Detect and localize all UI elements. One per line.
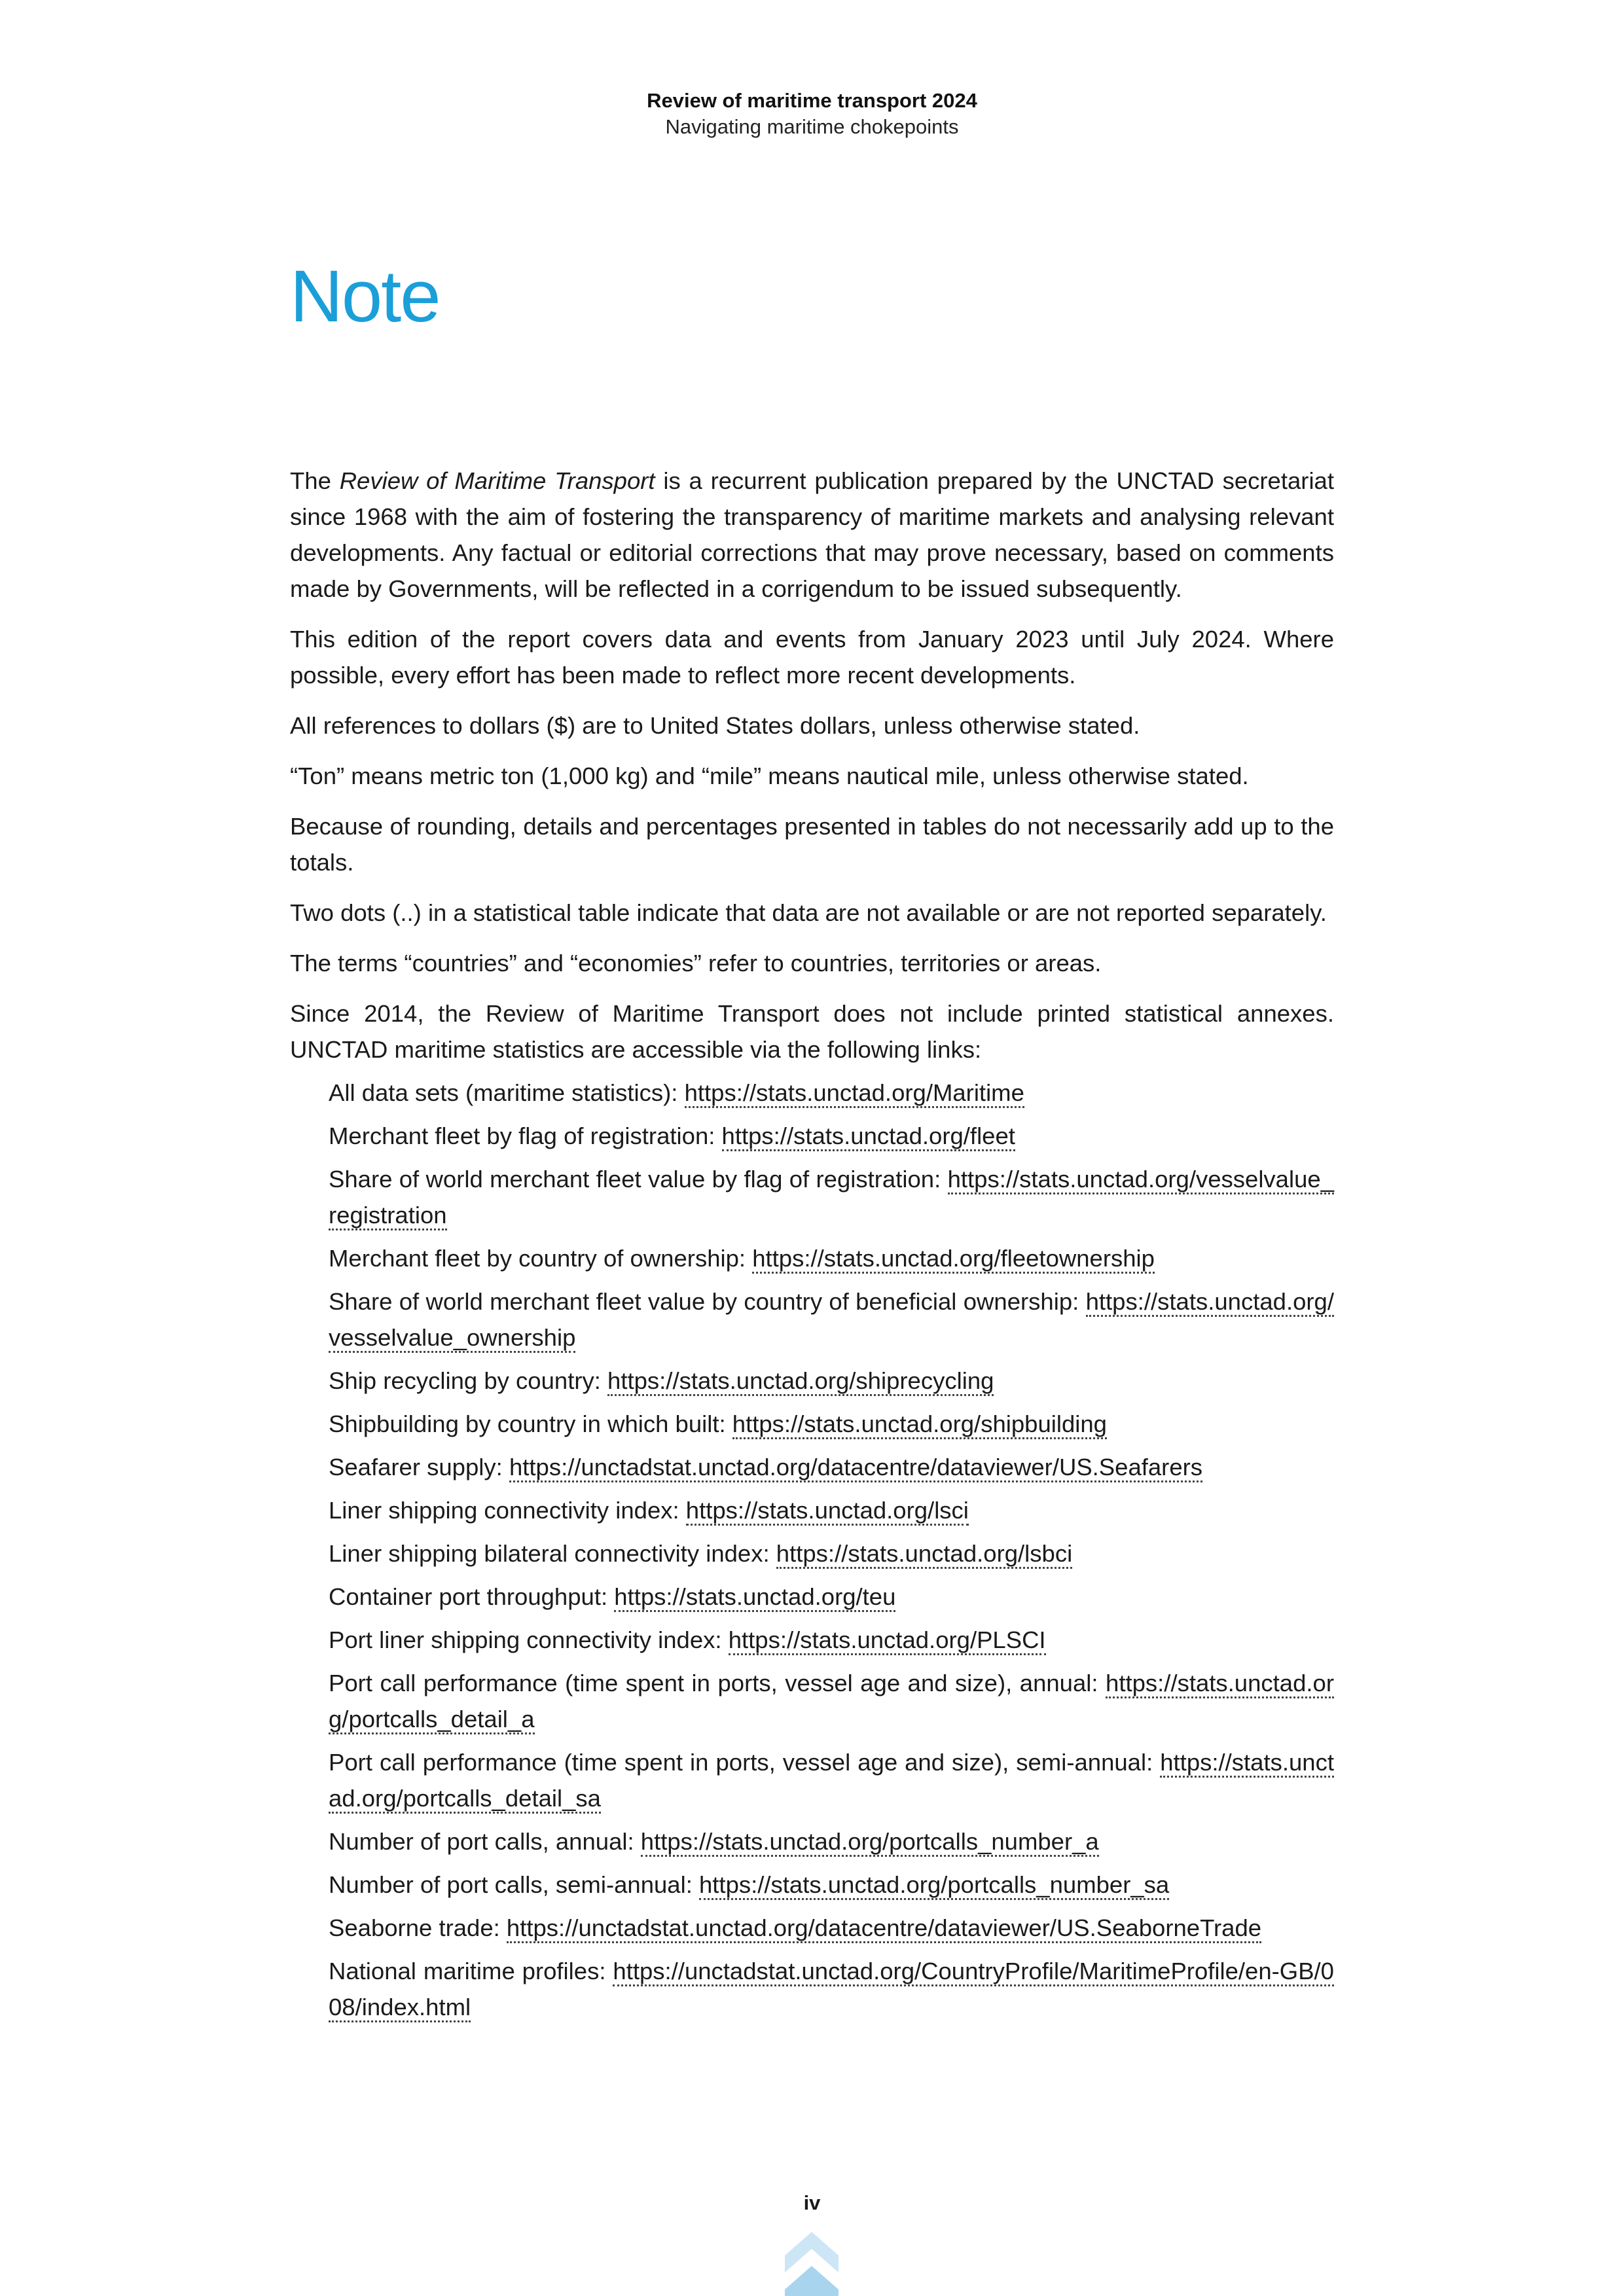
link-label: Seaborne trade: [329, 1914, 507, 1941]
terms-paragraph: The terms “countries” and “economies” refer to countries, territories or areas. [290, 950, 1102, 977]
coverage-paragraph: This edition of the report covers data and events from January 2023 until July 2024. Where possible, every effort has been made to reflect more recent developments. [290, 626, 1334, 689]
statistics-link[interactable]: https://stats.unctad.org/fleetownership [752, 1245, 1155, 1274]
two-dots-paragraph: Two dots (..) in a statistical table indicate that data are not available or are not reported separately. [290, 899, 1327, 926]
statistics-link[interactable]: https://stats.unctad.org/portcalls_number_sa [699, 1871, 1169, 1900]
link-label: Port liner shipping connectivity index: [329, 1626, 729, 1653]
note-body [290, 463, 1334, 2032]
statistics-link-item [329, 1406, 1334, 1442]
link-label: Port call performance (time spent in ports, vessel age and size), semi-annual: [329, 1749, 1161, 1776]
link-label: Ship recycling by country: [329, 1367, 608, 1394]
page-title: Note [290, 255, 440, 337]
statistics-link[interactable]: https://stats.unctad.org/teu [614, 1583, 895, 1612]
annexes-paragraph: Since 2014, the Review of Maritime Transport does not include printed statistical annexes. UNCTAD maritime statistics are accessible via the following links: [290, 1000, 1334, 1063]
statistics-link-item [329, 1363, 1334, 1399]
statistics-link-item [329, 1867, 1334, 1903]
statistics-link-item [329, 1823, 1334, 1859]
statistics-link-item [329, 1953, 1334, 2025]
link-label: Share of world merchant fleet value by country of beneficial ownership: [329, 1288, 1086, 1315]
link-label: Liner shipping bilateral connectivity index: [329, 1540, 776, 1567]
statistics-link[interactable]: https://stats.unctad.org/PLSCI [729, 1626, 1046, 1655]
link-label: Liner shipping connectivity index: [329, 1497, 686, 1524]
statistics-link[interactable]: https://stats.unctad.org/portcalls_detail_a [329, 1670, 1334, 1734]
link-label: Merchant fleet by flag of registration: [329, 1122, 722, 1149]
intro-lead: The [290, 467, 340, 494]
currency-paragraph: All references to dollars ($) are to United States dollars, unless otherwise stated. [290, 712, 1140, 739]
statistics-link[interactable]: https://stats.unctad.org/vesselvalue_registration [329, 1166, 1334, 1230]
statistics-link-item [329, 1283, 1334, 1355]
statistics-link[interactable]: https://stats.unctad.org/Maritime [685, 1079, 1024, 1108]
statistics-link-item [329, 1492, 1334, 1528]
statistics-link-item [329, 1118, 1334, 1154]
link-label: Port call performance (time spent in ports, vessel age and size), annual: [329, 1670, 1106, 1696]
link-label: National maritime profiles: [329, 1958, 613, 1984]
statistics-links-list [290, 1075, 1334, 2025]
statistics-link-item [329, 1910, 1334, 1946]
double-chevron-up-icon [785, 2232, 839, 2296]
units-paragraph: “Ton” means metric ton (1,000 kg) and “mile” means nautical mile, unless otherwise stated. [290, 762, 1249, 789]
statistics-link-item [329, 1665, 1334, 1737]
statistics-link[interactable]: https://unctadstat.unctad.org/CountryProfile/MaritimeProfile/en-GB/008/index.html [329, 1958, 1334, 2022]
publication-name: Review of Maritime Transport [339, 467, 655, 494]
intro-rest: is a recurrent publication prepared by the UNCTAD secretariat since 1968 with the aim of fostering the transparency of maritime markets and analysing relevant developments. Any factual or editorial corrections that may prove necessary, based on comments made by Governments, will be reflected in a corrigendum to be issued subsequently. [290, 467, 1334, 602]
statistics-link[interactable]: https://stats.unctad.org/lsci [686, 1497, 969, 1526]
statistics-link-item [329, 1622, 1334, 1658]
statistics-link[interactable]: https://unctadstat.unctad.org/datacentre/dataviewer/US.SeaborneTrade [507, 1914, 1261, 1943]
link-label: All data sets (maritime statistics): [329, 1079, 685, 1106]
statistics-link[interactable]: https://stats.unctad.org/shiprecycling [607, 1367, 994, 1396]
link-label: Seafarer supply: [329, 1454, 509, 1480]
statistics-link-item [329, 1161, 1334, 1233]
statistics-link[interactable]: https://stats.unctad.org/portcalls_number_a [641, 1828, 1099, 1857]
statistics-link-item [329, 1240, 1334, 1276]
statistics-link[interactable]: https://stats.unctad.org/vesselvalue_ownership [329, 1288, 1334, 1353]
chevron-lower [785, 2266, 839, 2296]
rounding-paragraph: Because of rounding, details and percentages presented in tables do not necessarily add up to the totals. [290, 813, 1334, 876]
statistics-link-item [329, 1535, 1334, 1571]
report-subtitle: Navigating maritime chokepoints [665, 115, 959, 138]
statistics-link-item [329, 1449, 1334, 1485]
statistics-link[interactable]: https://stats.unctad.org/lsbci [776, 1540, 1072, 1569]
statistics-link-item [329, 1744, 1334, 1816]
statistics-link[interactable]: https://unctadstat.unctad.org/datacentre/dataviewer/US.Seafarers [509, 1454, 1202, 1482]
statistics-link[interactable]: https://stats.unctad.org/shipbuilding [732, 1410, 1107, 1439]
report-title: Review of maritime transport 2024 [647, 89, 977, 112]
intro-paragraph [290, 463, 1334, 607]
link-label: Share of world merchant fleet value by flag of registration: [329, 1166, 948, 1193]
link-label: Merchant fleet by country of ownership: [329, 1245, 753, 1272]
statistics-link-item [329, 1075, 1334, 1111]
statistics-link[interactable]: https://stats.unctad.org/portcalls_detail_sa [329, 1749, 1334, 1814]
link-label: Number of port calls, semi-annual: [329, 1871, 699, 1898]
running-header [0, 88, 1624, 140]
statistics-link[interactable]: https://stats.unctad.org/fleet [722, 1122, 1015, 1151]
statistics-link-item [329, 1579, 1334, 1615]
link-label: Shipbuilding by country in which built: [329, 1410, 732, 1437]
link-label: Number of port calls, annual: [329, 1828, 641, 1855]
page-number: iv [803, 2191, 821, 2214]
link-label: Container port throughput: [329, 1583, 615, 1610]
